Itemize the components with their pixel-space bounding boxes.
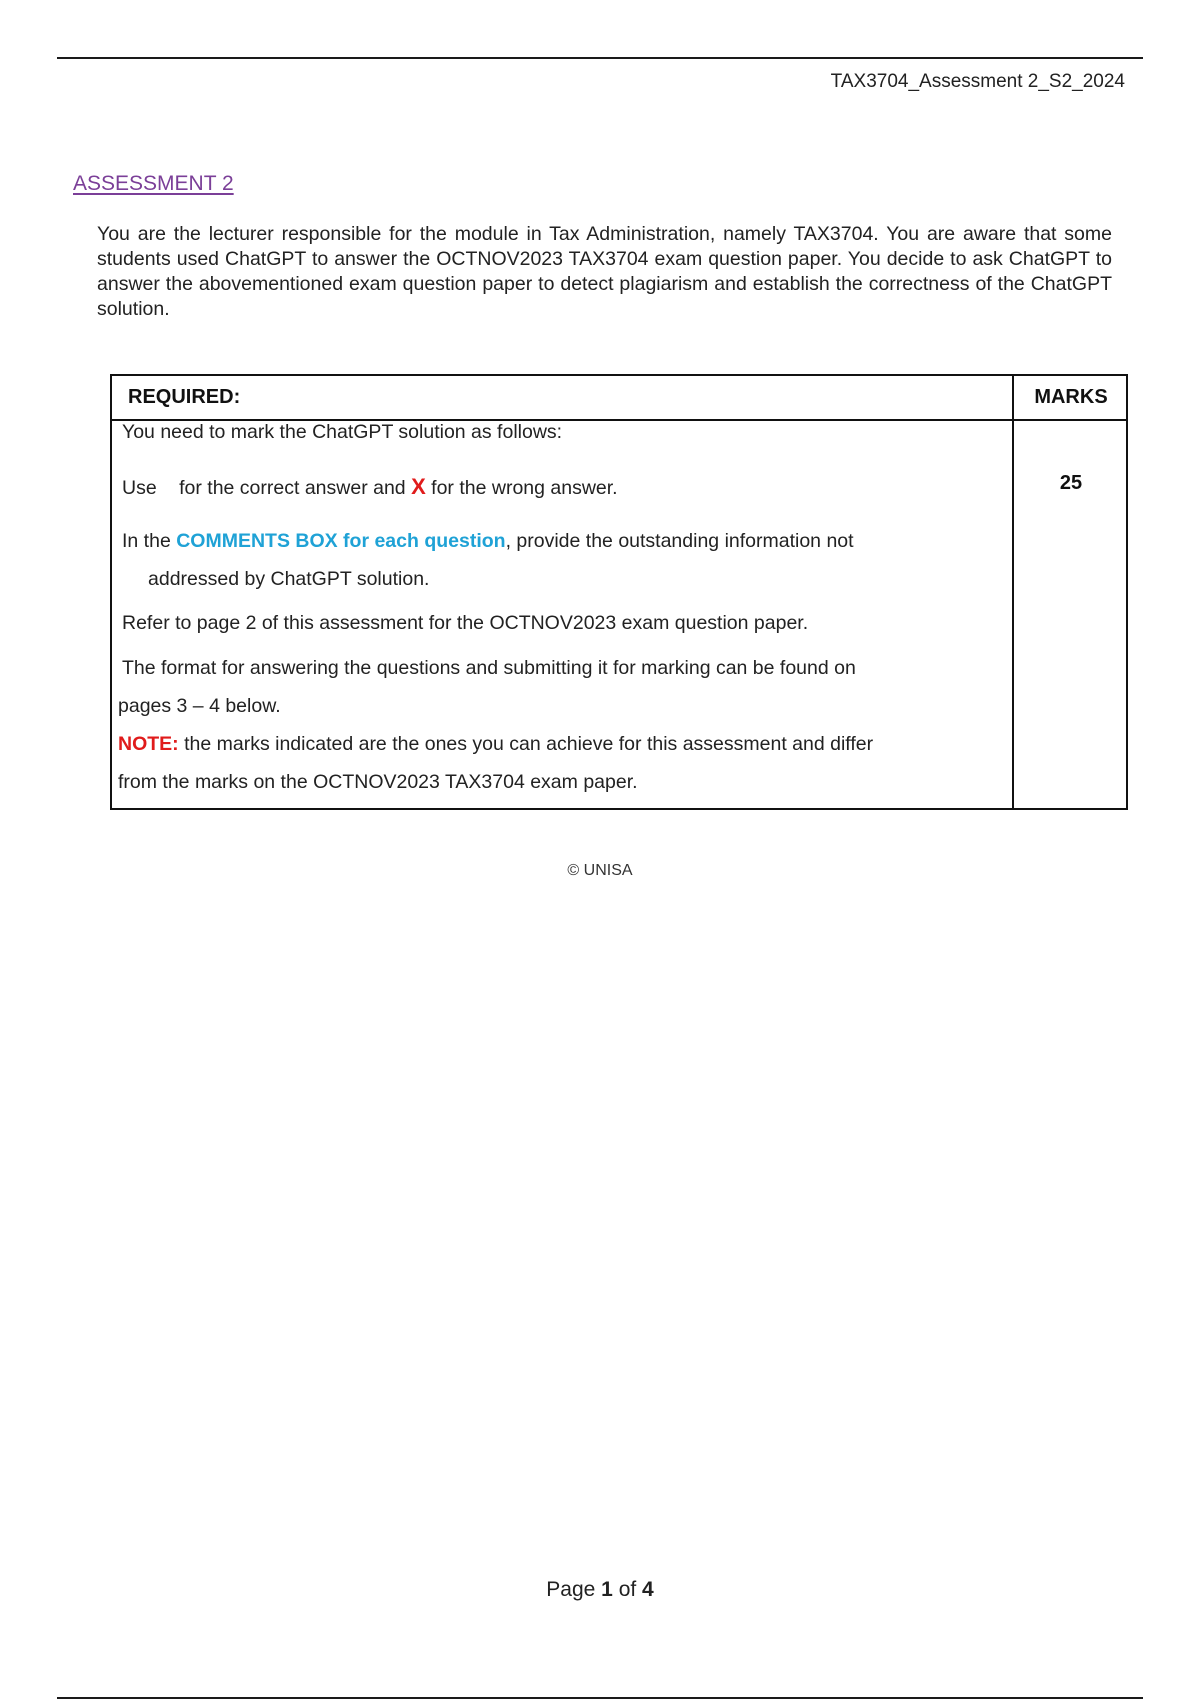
comments-suffix: , provide the outstanding information not xyxy=(505,530,854,552)
comments-box-highlight: COMMENTS BOX for each question xyxy=(176,530,506,552)
note-line xyxy=(118,733,873,756)
page-number xyxy=(0,1578,1200,1602)
comments-prefix: In the xyxy=(122,530,171,552)
note-line-continued: from the marks on the OCTNOV2023 TAX3704 exam paper. xyxy=(118,771,638,793)
table-column-divider xyxy=(1012,376,1014,808)
marks-value: 25 xyxy=(1059,472,1083,494)
use-label: Use xyxy=(122,477,157,499)
page-of-label: of xyxy=(618,1578,637,1601)
footer-rule xyxy=(57,1697,1143,1699)
instruction-line-2 xyxy=(122,474,618,500)
intro-paragraph: You are the lecturer responsible for the module in Tax Administration, namely TAX3704. You are aware that some students used ChatGPT to answer the OCTNOV2023 TAX3704 exam question paper. You decide to ask ChatGPT to answer the abovementioned exam question paper to detect plagiarism and establish the correctness of the ChatGPT solution. xyxy=(97,223,1112,320)
instruction-line-3-continued: addressed by ChatGPT solution. xyxy=(148,568,430,590)
wrong-x-icon: X xyxy=(411,474,426,499)
instruction-line-5: The format for answering the questions and submitting it for marking can be found on xyxy=(122,657,856,679)
marks-header: MARKS xyxy=(1034,386,1108,408)
page-label: Page xyxy=(546,1578,596,1601)
correct-answer-text: for the correct answer and xyxy=(179,477,406,499)
instruction-line-1: You need to mark the ChatGPT solution as follows: xyxy=(122,421,563,443)
wrong-answer-text: for the wrong answer. xyxy=(431,477,618,499)
required-header: REQUIRED: xyxy=(128,386,241,408)
instruction-line-3 xyxy=(122,530,854,553)
instruction-line-5-continued: pages 3 – 4 below. xyxy=(118,695,281,717)
page-current: 1 xyxy=(601,1578,613,1601)
instruction-line-4: Refer to page 2 of this assessment for the OCTNOV2023 exam question paper. xyxy=(122,612,809,634)
document-code: TAX3704_Assessment 2_S2_2024 xyxy=(830,71,1125,92)
header-rule xyxy=(57,57,1143,59)
note-label: NOTE: xyxy=(118,733,179,755)
required-table xyxy=(110,374,1128,810)
assessment-heading: ASSESSMENT 2 xyxy=(73,172,234,195)
page-total: 4 xyxy=(642,1578,654,1601)
note-text: the marks indicated are the ones you can achieve for this assessment and differ xyxy=(184,733,874,755)
copyright-notice: © UNISA xyxy=(567,862,633,879)
